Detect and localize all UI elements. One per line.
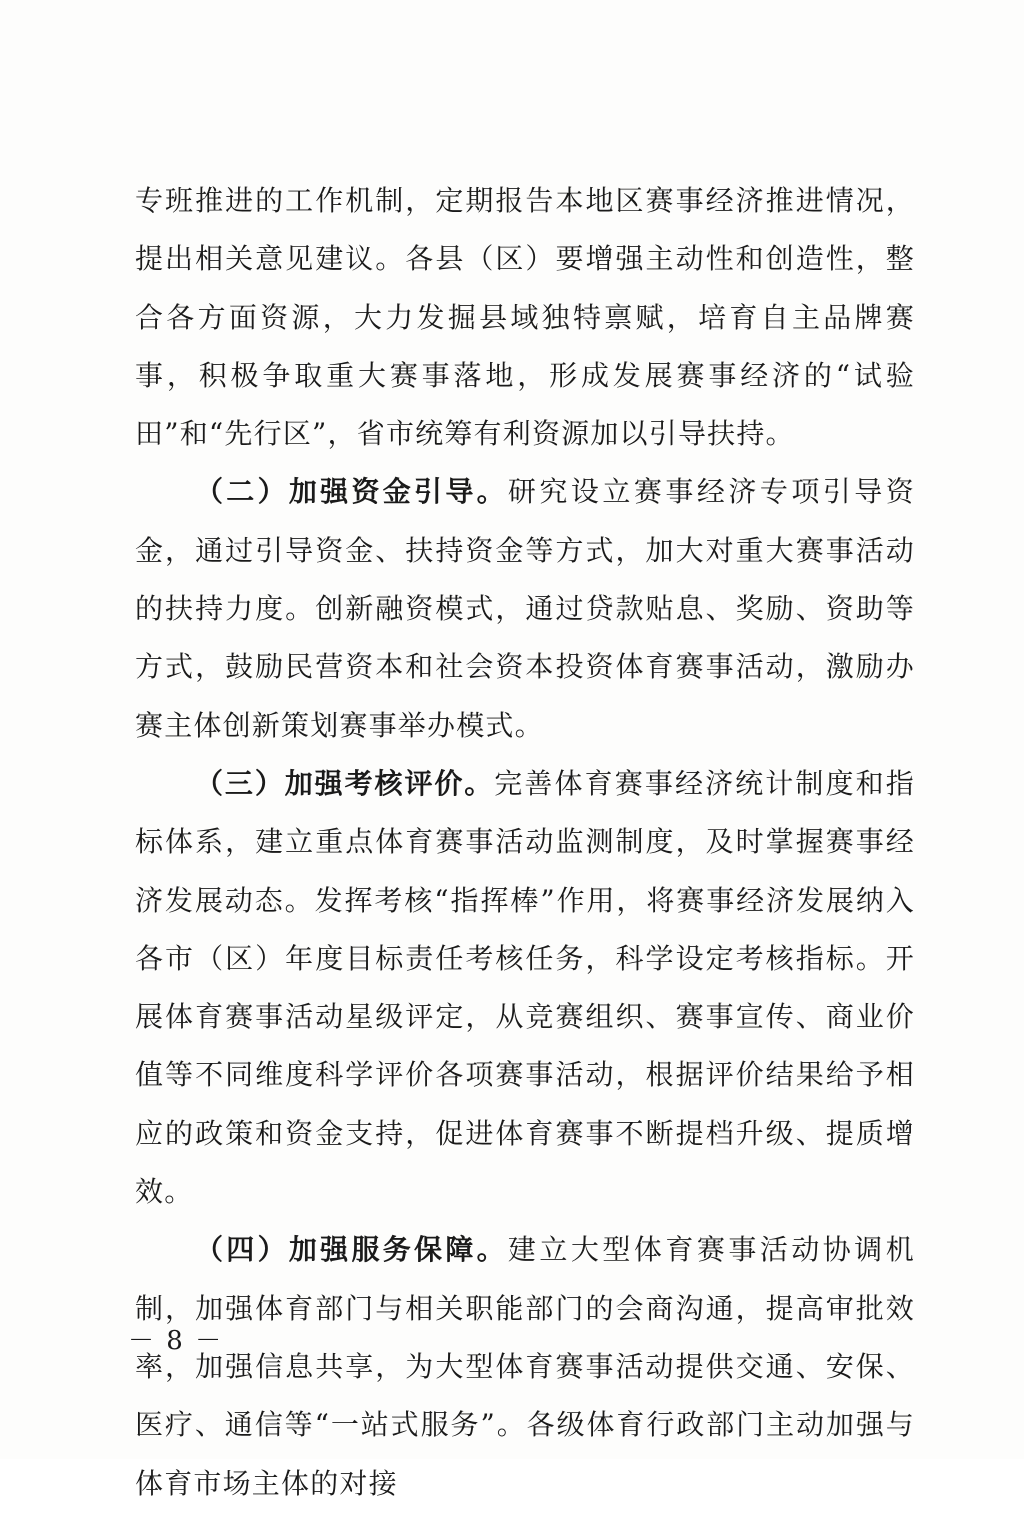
section-heading: （四）加强服务保障。 xyxy=(195,1233,508,1267)
paragraph-assessment-evaluation xyxy=(135,755,915,1221)
page-number: － 8 － xyxy=(128,1326,224,1356)
paragraph-text: 完善体育赛事经济统计制度和指标体系，建立重点体育赛事活动监测制度，及时掌握赛事经济发展动态。发挥考核“指挥棒”作用，将赛事经济发展纳入各市（区）年度目标责任考核任务，科学设定考核指标。开展体育赛事活动星级评定，从竞赛组织、赛事宣传、商业价值等不同维度科学评价各项赛事活动，根据评价结果给予相应的政策和资金支持，促进体育赛事不断提档升级、提质增效。 xyxy=(135,766,915,1209)
paragraph-service-guarantee xyxy=(135,1221,915,1512)
document-body xyxy=(135,172,915,1513)
paragraph-text: 专班推进的工作机制，定期报告本地区赛事经济推进情况，提出相关意见建议。各县（区）要增强主动性和创造性，整合各方面资源，大力发掘县域独特禀赋，培育自主品牌赛事，积极争取重大赛事落地，形成发展赛事经济的“试验田”和“先行区”，省市统筹有利资源加以引导扶持。 xyxy=(135,184,915,451)
paragraph-text: 研究设立赛事经济专项引导资金，通过引导资金、扶持资金等方式，加大对重大赛事活动的扶持力度。创新融资模式，通过贷款贴息、奖励、资助等方式，鼓励民营资本和社会资本投资体育赛事活动，激励办赛主体创新策划赛事举办模式。 xyxy=(135,475,915,742)
section-heading: （二）加强资金引导。 xyxy=(195,475,508,509)
paragraph-text: 建立大型体育赛事活动协调机制，加强体育部门与相关职能部门的会商沟通，提高审批效率，加强信息共享，为大型体育赛事活动提供交通、安保、医疗、通信等“一站式服务”。各级体育行政部门主动加强与体育市场主体的对接 xyxy=(135,1233,915,1500)
section-heading: （三）加强考核评价。 xyxy=(195,766,495,800)
paragraph-continuation xyxy=(135,172,915,463)
paragraph-funding-guidance xyxy=(135,463,915,754)
